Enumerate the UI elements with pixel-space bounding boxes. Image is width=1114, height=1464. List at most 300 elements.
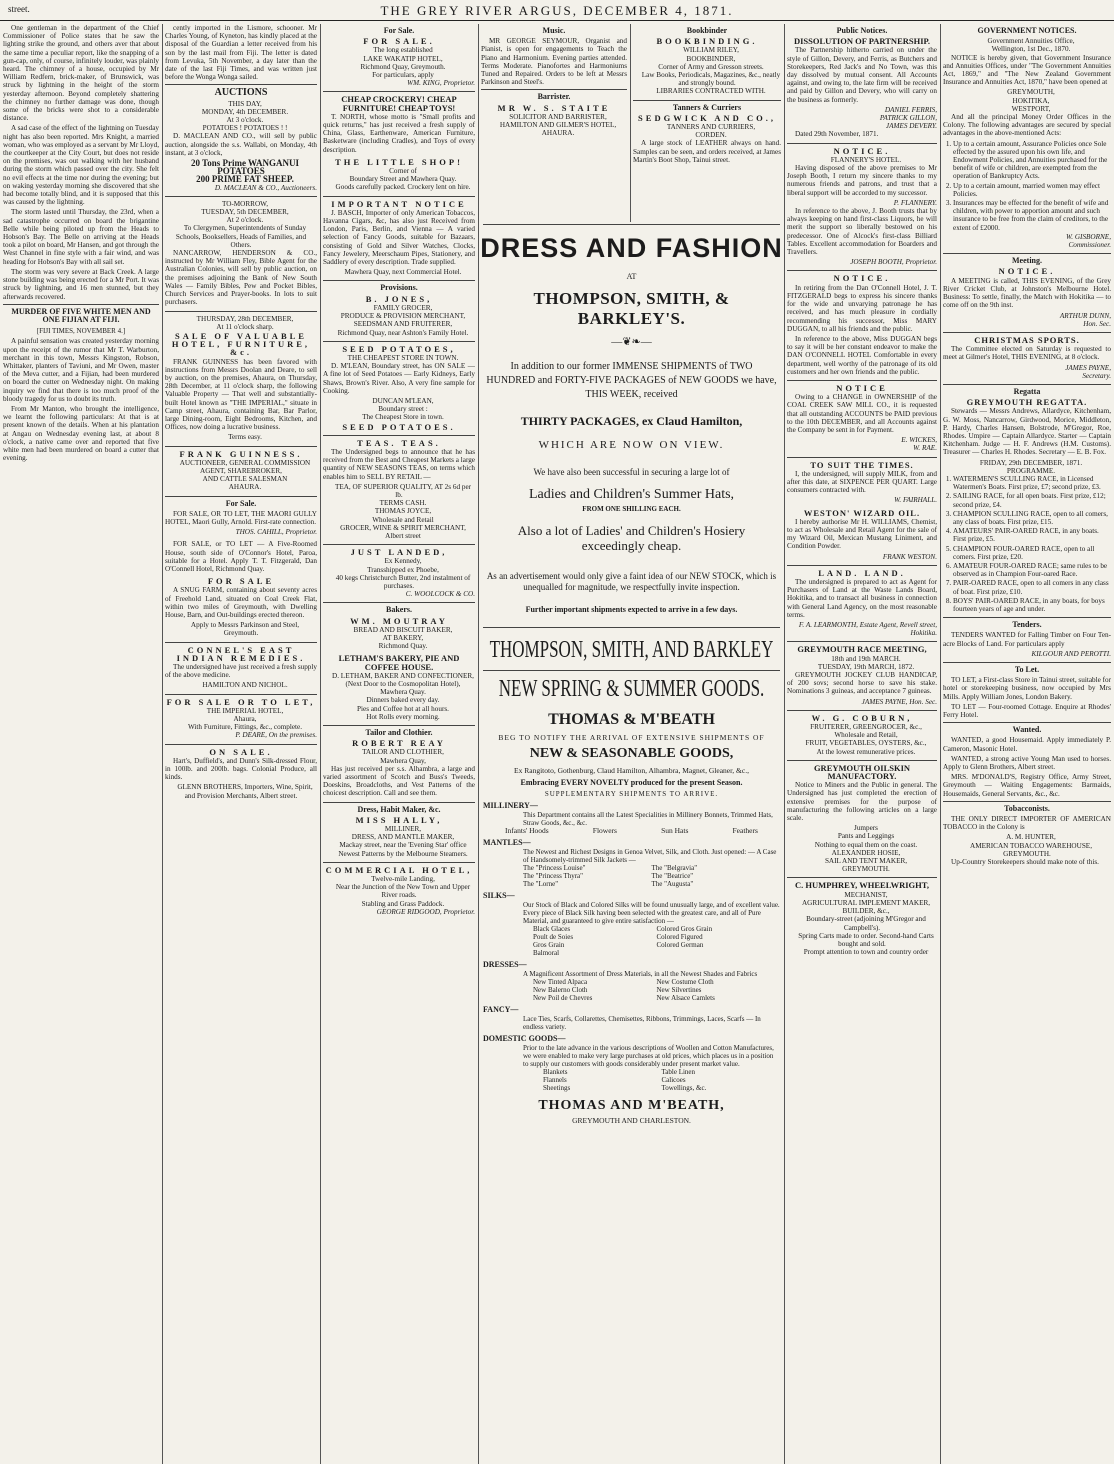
ad-east-indian: [165, 646, 317, 690]
dept-label: FANCY—: [483, 1005, 519, 1014]
ad-line: Boundary-street (adjoining M'Gregor and Campbell's).: [806, 915, 926, 932]
ad-on-sale-flour: [165, 748, 317, 800]
ad-title: WESTON' WIZARD OIL.: [803, 507, 921, 518]
ad-line: 18th and 19th MARCH.: [831, 654, 901, 663]
column-1: [0, 24, 162, 1464]
ad-sedgwick: [633, 114, 781, 164]
article-paragraph: A painful sensation was created yesterday morning upon the receipt of the rumor that Mr T. Warburton, merchant in this town, Messrs Kingston, Robson, Whittaker, planters of Taviuni, and Mr Owen, master of the Meva cutter, and a Fijian, had been murdered on board the cutter on Wednesday night. On making inquiry we find that there is too much proof of the bloody tragedy for us to doubt its truth.: [3, 337, 159, 403]
ad-body: In retiring from the Dan O'Connell Hotel, J. T. FITZGERALD begs to express his sincere thanks for the wide and unvarying patronage he has received, and has much pleasure in cordially recommending his successor, Miss MARY DUGGAN, to all his friends and the public.: [787, 283, 937, 333]
section-heading-barrister: Barrister.: [537, 92, 571, 102]
column-3: [320, 24, 478, 1464]
ad-cheap-crockery: [323, 95, 475, 153]
article-paragraph: cently imported in the Lismore, schooner. Mr Charles Young, of Kyneton, has kindly placed at the disposal of the Guardian a letter received from his son by the last mail from Fiji. The letter is dated from Levuka, 5th November, a day later than the date of the last Fiji Times, and was written just before the Wonga Wonga sailed.: [165, 24, 317, 82]
divider: [787, 143, 937, 144]
item-list: [483, 1068, 780, 1092]
section-heading-to-let: To Let.: [1014, 665, 1040, 675]
divider: [323, 196, 475, 197]
divider: [323, 802, 475, 803]
ad-line: FRUIT, VEGETABLES, OYSTERS, &c.,: [805, 739, 927, 748]
section-heading-government: GOVERNMENT NOTICES.: [977, 26, 1077, 35]
ad-line: Dinners baked every day.: [366, 696, 440, 705]
ad-line: LAKE WAKATIP HOTEL,: [363, 54, 443, 63]
notice-land: [787, 569, 937, 638]
ad-line: Near the Junction of the New Town and Upper River roads.: [335, 883, 471, 900]
divider: [323, 544, 475, 545]
item: Sun Hats: [661, 826, 689, 835]
ad-body: NANCARROW, HENDERSON & CO., instructed by Mr William Fley, Bible Agent for the Australian Colonies, will sell by public auction, on the premises adjoining the Bank of New South Wales — Family Bibles, Pew and Pocket Bibles, Church Services and Prayer-books. In lots to suit purchasers.: [165, 249, 317, 307]
item: The "Belgravia": [651, 864, 698, 872]
ad-line: SAIL AND TENT MAKER,: [824, 857, 908, 866]
dept-label: MANTLES—: [483, 838, 531, 847]
ad-signature: FRANK WESTON.: [882, 552, 937, 561]
divider: [633, 100, 781, 101]
ad-body: Stewards — Messrs Andrews, Allardyce, Kitchenham, G. W. Moss, Nancarrow, Girdwood, Morice, Middleton, P. Hardy, Charles Hansen, Bolstrode, M'Gregor, Roe, Rhodes. Umpire — Captain Allardyce. Starter — Captain Kitchenham. Judge — H. F. Andrews (H.M. Customs). Treasurer — Charles H. Rhodes. Secretary — E. B. Fox.: [943, 407, 1111, 457]
ad-line: THIS DAY,: [228, 99, 262, 108]
ad-title: ON SALE.: [209, 746, 273, 757]
ad-body: GREYMOUTH JOCKEY CLUB HANDICAP, of 200 sovs; second horse to save his stake. Nominations 3 guineas, and acceptance 7 guineas.: [787, 671, 937, 696]
column-4-top: [478, 24, 630, 246]
section-heading-bookbinder: Bookbinder: [686, 26, 728, 35]
ad-body: THE ONLY DIRECT IMPORTER OF AMERICAN TOBACCO in the Colony is: [943, 815, 1111, 832]
ad-body: TENDERS WANTED for Falling Timber on Four Ten-acre Blocks of Land. For particulars apply: [943, 631, 1111, 648]
ad-body: Having disposed of the above premises to Mr Joseph Booth, I return my sincere thanks to my numerous friends and patrons, and trust that a liberal support will be accorded to my successor.: [787, 164, 937, 197]
ad-headline-dress: DRESS AND FASHION: [480, 233, 783, 263]
ad-body: D. M'LEAN, Boundary street, has ON SALE — A fine lot of Seed Potatoes — Early Kidneys, Early Shaws, Brown's River. Also, A very fine sample for Cooking.: [323, 362, 475, 395]
item: New Silvertines: [656, 986, 702, 994]
ad-line: AGRICULTURAL IMPLEMENT MAKER,: [801, 898, 931, 907]
ad-signature: JAMES DEVERY.: [885, 122, 937, 131]
column-7: [940, 24, 1114, 1464]
ad-body: I, the undersigned, will supply MILK, from and after this date, at SIXPENCE PER QUART. Large consumers contracted with.: [787, 469, 937, 495]
item: Sheetings: [543, 1084, 571, 1092]
ad-line: GLENN BROTHERS, Importers, Wine, Spirit, and Provision Merchants, Albert street.: [177, 783, 313, 800]
divider: [323, 280, 475, 281]
ad-line: BREAD AND BISCUIT BAKER,: [353, 625, 453, 634]
ad-success: We have also been successful in securing a large lot of: [533, 467, 730, 477]
masthead: [0, 0, 1114, 22]
ad-line: Mawhera Quay.: [380, 688, 426, 697]
ad-line: SEEDSMAN AND FRUITERER,: [353, 320, 453, 329]
ad-title: SEDGWICK AND CO.,: [638, 112, 776, 123]
ad-line: MILLINER,: [384, 825, 422, 834]
ornament-icon: —❦❧—: [611, 336, 652, 348]
ad-wanted-housemaid: WANTED, a good Housemaid. Apply immediately P. Cameron, Masonic Hotel.: [943, 736, 1111, 753]
ad-line: BOOKBINDER,: [686, 54, 736, 63]
ad-line: Hot Rolls every morning.: [366, 712, 440, 721]
ad-body: In reference to the above, Miss DUGGAN begs to say it will be her constant endeavor to make the DAN O'CONNELL HOTEL Comfortable in every department, well worthy of the patronage of its old customers and her own friends and the public.: [787, 334, 937, 376]
ad-signature: ARTHUR DUNN,: [1059, 311, 1111, 320]
ad-line: At the lowest remunerative prices.: [816, 747, 916, 756]
divider: [323, 341, 475, 342]
item: The "Lorne": [523, 880, 559, 888]
dept-text: Our Stock of Black and Colored Silks will be found unusually large, and of excellent value. Every piece of Black Silk having been selected with the greatest care, and all of Pure Material, and guaranteed to give entire satisfaction —: [523, 901, 780, 925]
item: Infants' Hoods: [505, 826, 549, 835]
divider: [323, 862, 475, 863]
ad-title: WM. MOUTRAY: [350, 615, 448, 626]
ad-line: Boundary Street and Mawhera Quay.: [349, 175, 457, 184]
ad-signature: Commissioner.: [1068, 241, 1111, 250]
ad-places: GREYMOUTH AND CHARLESTON.: [572, 1116, 691, 1125]
column-5-top: [630, 24, 784, 246]
ad-line: Government Annuities Office,: [987, 37, 1075, 46]
ad-line: With Furniture, Fittings, &c., complete.: [187, 723, 303, 732]
auction-hotel: [165, 315, 317, 442]
ad-line: CORDEN.: [695, 131, 727, 140]
ad-hats-price: FROM ONE SHILLING EACH.: [582, 505, 681, 513]
ad-line: TUESDAY, 19th MARCH, 1872.: [817, 662, 915, 671]
ad-line: Ahaura,: [233, 715, 257, 724]
item: New Poil de Chevres: [533, 994, 593, 1002]
item: Flannels: [543, 1076, 567, 1084]
item: Table Linen: [661, 1068, 696, 1076]
divider: [943, 801, 1111, 802]
ad-body: And all the principal Money Order Offices in the Colony. The following advantages are secured by special advantages in the above-mentioned Acts:: [943, 113, 1111, 138]
divider: [165, 694, 317, 695]
ad-firm-name-2: THOMPSON, SMITH, AND BARKLEY: [489, 636, 774, 663]
item: The "Beatrice": [651, 872, 694, 880]
ad-line: POTATOES ! POTATOES ! !: [202, 124, 288, 133]
divider: [787, 565, 937, 566]
section-heading-regatta: Regatta: [1013, 386, 1041, 396]
ad-signature: Hon. Sec.: [1083, 319, 1111, 328]
advantages-list: [943, 140, 1111, 232]
ad-important-notice: [323, 200, 475, 277]
section-heading-auctions: AUCTIONS: [214, 87, 268, 99]
ad-miss-hally: [323, 816, 475, 858]
divider: [787, 710, 937, 711]
ad-line: Mawhera Quay, next Commercial Hotel.: [344, 268, 462, 277]
ad-line: AT BAKERY,: [382, 634, 424, 642]
ad-signature: JAMES PAYNE, Hon. Sec.: [861, 697, 937, 706]
divider: [3, 304, 159, 305]
ad-line: Richmond Quay, near Ashton's Family Hotel.: [337, 328, 469, 337]
ad-line: Stabling and Grass Paddock.: [361, 899, 445, 908]
item: The "Princess Louise": [523, 864, 586, 872]
drapery-advertisement: [479, 222, 784, 1464]
divider: [943, 617, 1111, 618]
section-heading-provisions: Provisions.: [380, 283, 418, 293]
divider: [787, 380, 937, 381]
ad-line: Richmond Quay, Greymouth.: [360, 62, 446, 71]
list-item: 8. BOYS' PAIR-OARED RACE, in any boats, for boys fourteen years of age and under.: [953, 597, 1111, 613]
ad-line: TERMS CASH.: [379, 499, 427, 508]
ad-signature: THOS. CAHILL, Proprietor.: [235, 528, 317, 537]
list-item: 7. PAIR-OARED RACE, open to all comers in any class of boat. First prize, £10.: [953, 579, 1111, 595]
notice-cricket-meeting: [943, 267, 1111, 327]
notice-christmas-sports: [943, 336, 1111, 380]
ad-line: Law Books, Periodicals, Magazines, &c., neatly and strongly bound.: [641, 71, 781, 88]
ad-advert-text: As an advertisement would only give a faint idea of our NEW STOCK, which is unequalled for magnitude, we respectfully invite inspection.: [486, 571, 777, 592]
ad-line: The long established: [373, 46, 433, 55]
ad-line: FAMILY GROCER,: [373, 303, 433, 312]
item: New Alsace Camlets: [656, 994, 715, 1002]
ad-line: SOLICITOR AND BARRISTER,: [509, 112, 607, 121]
ad-line: MECHANIST,: [844, 890, 888, 899]
ad-imperial-hotel: [165, 698, 317, 740]
ad-b-jones: [323, 295, 475, 337]
ad-signature: W. RAE.: [913, 444, 937, 453]
ad-line: At 11 o'clock sharp.: [216, 322, 274, 331]
ad-body: A SNUG FARM, containing about seventy acres of Freehold Land, situated on Coal Creek Flat, within two miles of Greymouth, with Dwelling House, Barn, and Out-buildings erected thereon.: [165, 586, 317, 619]
ad-line: Mawhera Quay,: [380, 756, 426, 765]
ad-line: Twelve-mile Landing,: [371, 875, 435, 884]
ad-line: WESTPORT,: [1011, 104, 1051, 113]
divider: [165, 496, 317, 497]
ad-title: GREYMOUTH OILSKIN MANUFACTORY.: [813, 762, 911, 782]
list-item: 2. SAILING RACE, for all open boats. First prize, £12; second prize, £4.: [953, 492, 1111, 508]
ad-line: The Cheapest Store in town.: [362, 413, 444, 422]
ad-signature: P. FLANNERY.: [893, 198, 937, 207]
ad-beg-notify: BEG TO NOTIFY THE ARRIVAL OF EXTENSIVE SHIPMENTS OF: [498, 733, 765, 742]
list-item: 5. CHAMPION FOUR-OARED RACE, open to all comers. First prize, £20.: [953, 545, 1111, 561]
ad-title: NOTICE.: [833, 273, 891, 284]
section-heading-for-sale: For Sale.: [225, 498, 257, 508]
ad-line: To Clergymen, Superintendents of Sunday Schools, Booksellers, Heads of Families, and Others.: [175, 224, 307, 249]
ad-hunter-tobacco: [943, 815, 1111, 866]
divider: [787, 457, 937, 458]
ad-line: Dated 29th November, 1871.: [795, 130, 879, 139]
divider: [943, 384, 1111, 385]
ad-line: GREYMOUTH,: [1007, 88, 1055, 97]
item-list: [483, 864, 780, 888]
divider: [943, 253, 1111, 254]
notice-annuities: [943, 37, 1111, 249]
ad-body: The Undersigned begs to announce that he has received from the Best and Cheapest Markets a large quantity of NEW SEASONS TEAS, on terms which enables him to SELL BY RETAIL —: [323, 447, 475, 481]
notice-humphrey: [787, 881, 937, 956]
item: Balmoral: [533, 949, 560, 957]
ad-signature: PATRICK GILLON,: [879, 114, 937, 123]
ad-line: GROCER, WINE & SPIRIT MERCHANT,: [340, 523, 466, 532]
ad-robert-reay: [323, 739, 475, 797]
divider: [787, 270, 937, 271]
ad-line: TAILOR AND CLOTHIER,: [362, 748, 444, 757]
article-paragraph: From Mr Manton, who brought the intelligence, we learnt the following particulars: At that is at present known of the details. When at his plantation at Angau on Wednesday evening last, at about 8 o'clock, a native came over and reported that five white men had been murdered on board a cutter that evening.: [3, 404, 159, 463]
ad-body: Hart's, Duffield's, and Dunn's Silk-dressed Flour, in 100lb. and 200lb. bags. Colonial Produce, all kinds.: [165, 756, 317, 782]
ad-title: COMMERCIAL HOTEL,: [325, 864, 473, 875]
ad-title: CONNEL'S EAST INDIAN REMEDIES.: [176, 644, 306, 663]
ad-body: A large stock of LEATHER always on hand. Samples can be seen, and orders received, at James Martin's Boot Shop, Tainui street.: [633, 139, 781, 164]
item: Flowers: [592, 826, 617, 835]
column-6: [784, 24, 940, 1464]
section-heading-dress: Dress, Habit Maker, &c.: [357, 804, 441, 814]
ad-line: HOKITIKA,: [1012, 96, 1050, 105]
ad-line: Wholesale and Retail,: [834, 731, 898, 740]
divider: [323, 725, 475, 726]
notice-fitzgerald: [787, 274, 937, 375]
notice-wizard-oil: [787, 509, 937, 561]
ad-line: FLANNERY'S HOTEL.: [830, 155, 902, 164]
ad-to-let-store: TO LET, a First-class Store in Tainui street, suitable for hotel or storekeeping business, now occupied by Mrs Mills. Apply William Jones, London Bakery.: [943, 676, 1111, 701]
divider: [165, 744, 317, 745]
ad-five-roomed-house: [165, 540, 317, 573]
divider: [787, 641, 937, 642]
ad-body: Up-Country Storekeepers should make note of this.: [951, 858, 1099, 867]
item: Towellings, &c.: [661, 1084, 707, 1092]
ad-to-let-cottage: TO LET — Four-roomed Cottage. Enquire at Rhodes' Ferry Hotel.: [943, 702, 1111, 720]
ad-title: GREYMOUTH REGATTA.: [966, 397, 1088, 408]
ad-line: Corner of Army and Gresson streets.: [658, 62, 764, 71]
ad-body: D. MACLEAN AND CO., will sell by public auction, alongside the s.s. Wallabi, on Monday, 4th instant, at 3 o'clock,: [165, 132, 317, 157]
ad-line: Pies and Coffee hot at all hours.: [357, 704, 449, 713]
ad-line: 40 kegs Christchurch Butter, 2nd instalment of purchases.: [335, 573, 471, 590]
ad-body: T. NORTH, whose motto is "Small profits and quick returns," has just received a fresh supply of China, Glass, Earthenware, American Furniture, Basketware (including Cradles), and Toys of every description.: [323, 112, 475, 154]
divider: [943, 662, 1111, 663]
ad-title: SEED POTATOES.: [342, 421, 456, 432]
ad-line: Goods carefully packed. Crockery lent on hire.: [335, 183, 471, 192]
ad-title: GREYMOUTH RACE MEETING,: [797, 644, 927, 655]
article-paragraph: The storm lasted until Thursday, the 23rd, when a sad catastrophe occurred on board the brigantine Belle while being piloted up from the Heads to Hobson's Bay. The Belle on arriving at the Heads took a pilot on board, Mr Hansen, and got through the West Channel in fine style with a fair wind, and was heading for Hobson's Bay with all sail set.: [3, 208, 159, 266]
ad-body: J. BASCH, Importer of only American Tobaccos, Havanna Cigars, &c, has also just Received from London, Paris, Berlin, and Vienna — A varied selection of Fancy Goods, suitable for Bazaars, consisting of Gold and Silver Watches, Clocks, Fancy Jewelery, Meerschaum Pipes, Stationery, and Saddlery of every description. Trade supplied.: [323, 208, 475, 267]
list-item: 3. Insurances may be effected for the benefit of wife and children, with power to apportion amount and such insurance to be free from the claim of creditors, to the extent of £2000.: [953, 199, 1111, 232]
ad-lethams-bakery: [323, 654, 475, 721]
ad-title: C. HUMPHREY, WHEELWRIGHT,: [795, 880, 929, 891]
ad-hosiery: Also a lot of Ladies' and Children's Hosiery exceedingly cheap.: [517, 523, 746, 553]
ad-signature: GEORGE RIDGOOD, Proprietor.: [376, 907, 475, 916]
item-list: [483, 827, 780, 835]
ad-line: A. M. HUNTER,: [1006, 833, 1056, 842]
ad-body: I hereby authorise Mr H. WILLIAMS, Chemist, to act as Wholesale and Retail Agent for the sale of my Wizard Oil, Mexican Mustang Liniment, and Condition Powder.: [787, 517, 937, 551]
ad-wanted-young-man: WANTED, a strong active Young Man used to horses. Apply to Glenn Brothers, Albert street.: [943, 754, 1111, 772]
ad-just-landed: [323, 548, 475, 598]
ad-line: Spring Carts made to order. Second-hand Carts bought and sold.: [798, 931, 934, 948]
ad-line: Pants and Leggings: [837, 832, 895, 841]
ad-body: The Partnership hitherto carried on under the style of Gillon, Devery, and Ferris, as Butchers and Storekeepers, Red Jack's and No Town, was this day dissolved by mutual consent. All Accounts against, and owing to, the late firm will be received and paid by Gillon and Devery, who will carry on the business as formerly.: [787, 46, 937, 104]
section-heading-public-notices: Public Notices.: [836, 26, 888, 35]
ad-title: NOTICE.: [833, 145, 891, 156]
ad-signature: E. WICKES,: [901, 436, 937, 445]
item: New Costume Cloth: [656, 978, 714, 986]
notice-flannery: [787, 147, 937, 267]
dept-label: DOMESTIC GOODS—: [483, 1034, 566, 1043]
ad-signature: KILGOUR AND PEROTTI.: [1031, 649, 1111, 658]
item: The "Princess Thyra": [523, 872, 584, 880]
ad-title: NOTICE.: [998, 266, 1056, 277]
ad-title: SALE OF VALUABLE HOTEL, FURNITURE, &c.: [171, 330, 311, 358]
article-paragraph: The storm was very severe at Back Creek. A large stone building was being erected for a Mr Port. It was struck by lightning, and 16 men stunned, but they afterwards recovered.: [3, 267, 159, 301]
ad-registry-office: MRS. M'DONALD'S, Registry Office, Army Street, Greymouth — Waiting Engagements: Barmaids, Housemaids, General Servants, &c., &c.: [943, 773, 1111, 798]
ad-line: For particulars, apply: [372, 71, 434, 80]
ad-body: Has just received per s.s. Alhambra, a large and varied assortment of Scotch and Buss's Tweeds, Doeskins, Broadcloths, and Vest Patterns of the choicest description. Call and see them.: [323, 764, 475, 798]
auction-potatoes: [165, 100, 317, 192]
divider: [165, 196, 317, 197]
ad-title: DISSOLUTION OF PARTNERSHIP.: [793, 36, 931, 47]
ad-line: Newest Patterns by the Melbourne Steamers.: [338, 849, 468, 858]
ad-spring-summer: NEW SPRING & SUMMER GOODS.: [498, 675, 765, 702]
item: Blankets: [543, 1068, 568, 1076]
ad-signature: Secretary.: [1082, 371, 1111, 380]
ad-line: Boundary street :: [378, 405, 428, 414]
divider: [165, 446, 317, 447]
ad-title: MR W. S. STAITE: [497, 102, 611, 113]
ad-line: Terms easy.: [228, 433, 262, 442]
list-item: 3. CHAMPION SCULLING RACE, open to all comers, any class of boats. First prize, £15.: [953, 510, 1111, 526]
ad-line: Ex Kennedy,: [384, 557, 422, 566]
article-headline: MURDER OF FIVE WHITE MEN AND ONE FIJIAN AT FIJI.: [11, 306, 151, 324]
ad-title: B. JONES,: [365, 293, 433, 304]
ad-title: LETHAM'S BAKERY, PIE AND COFFEE HOUSE.: [338, 653, 460, 672]
divider: [323, 435, 475, 436]
ad-title: THE LITTLE SHOP!: [335, 156, 463, 167]
ad-moutray: [323, 617, 475, 651]
section-heading-meeting: Meeting.: [1012, 256, 1042, 266]
ad-new-seasonable: NEW & SEASONABLE GOODS,: [529, 746, 734, 761]
ad-body: FOR SALE, or TO LET — A Five-Roomed House, south side of O'Connor's Hotel, Paroa, suitable for a Hotel. Apply T. T. Fitzgerald, Dan O'Connell Hotel, Richmond Quay.: [165, 540, 317, 573]
dept-text: The Newest and Richest Designs in Genoa Velvet, Silk, and Cloth. Just opened: — A Case of Handsomely-trimmed Silk Jackets —: [523, 848, 777, 864]
ad-riley: [633, 37, 781, 95]
item: Colored Figured: [656, 933, 703, 941]
ad-line: 200 PRIME FAT SHEEP.: [196, 174, 294, 185]
ad-staite: [481, 104, 627, 138]
ad-further-shipments: Further important shipments expected to arrive in a few days.: [525, 605, 738, 614]
ad-line: AMERICAN TOBACCO WAREHOUSE, GREYMOUTH.: [970, 841, 1092, 858]
dept-text: Prior to the late advance in the various descriptions of Woollen and Cotton Manufactures, we were enabled to make very large purchases at old prices, which places us in a position to supply our customers with goods considerably under present market value.: [523, 1044, 774, 1068]
item: Colored Gros Grain: [656, 925, 713, 933]
item: Gros Grain: [533, 941, 565, 949]
ad-signature: C. WOOLCOCK & CO.: [405, 590, 475, 599]
dept-label: SILKS—: [483, 891, 515, 900]
ad-title: CHRISTMAS SPORTS.: [974, 334, 1080, 345]
ad-signature: DANIEL FERRIS,: [884, 105, 937, 114]
ad-commercial-hotel: [323, 866, 475, 916]
ad-title: TO SUIT THE TIMES.: [810, 459, 914, 470]
ad-line: FRUITERER, GREENGROCER, &c.,: [810, 723, 922, 732]
ad-title: JUST LANDED,: [350, 547, 448, 558]
ad-signature: WM. KING, Proprietor.: [407, 79, 475, 88]
ad-line: Prompt attention to town and country order: [803, 948, 929, 957]
ad-line: AHAURA.: [541, 129, 575, 138]
ad-line: ALEXANDER HOSIE,: [831, 848, 901, 857]
divider: [481, 89, 627, 90]
section-heading-wanted: Wanted.: [1012, 725, 1042, 735]
ad-line: Richmond Quay.: [378, 642, 428, 651]
ad-line: PRODUCE & PROVISION MERCHANT,: [340, 312, 466, 321]
ad-title: ROBERT REAY: [352, 738, 446, 749]
ad-line: THOMAS JOYCE,: [374, 507, 432, 516]
notice-dissolution: [787, 37, 937, 138]
list-item: 1. Up to a certain amount, Assurance Policies once Sole effected by the assured upon his own life, and Endowment Policies, and Annuities purchased for the benefit of wife or children, are exempted from the operation of Bankruptcy Acts.: [953, 140, 1111, 181]
notice-coburn: [787, 714, 937, 756]
ad-line: At 2 o'clock.: [226, 216, 264, 225]
ad-lake-wakatip: [323, 37, 475, 87]
ad-seed-potatoes: [323, 345, 475, 431]
divider: [787, 760, 937, 761]
dept-text: Lace Ties, Scarfs, Collarettes, Chemisettes, Ribbons, Trimmings, Laces, Scarfs — In endless variety.: [523, 1015, 761, 1031]
section-heading-tobacconists: Tobacconists.: [1004, 803, 1050, 813]
ad-line: Albert street: [385, 531, 421, 540]
section-heading-bakers: Bakers.: [386, 605, 412, 615]
section-heading-music: Music.: [542, 26, 566, 35]
item: New Tinted Alpaca: [533, 978, 588, 986]
section-heading-tenders: Tenders.: [1012, 620, 1042, 630]
ad-line: Nothing to equal them on the coast.: [814, 840, 918, 849]
item-list: [483, 925, 780, 957]
divider: [323, 602, 475, 603]
ad-line: MONDAY, 4th DECEMBER.: [201, 107, 289, 116]
list-item: 4. AMATEURS' PAIR-OARED RACE, in any boats. First prize, £5.: [953, 527, 1111, 543]
divider: [787, 877, 937, 878]
ad-signature: F. A. LEARMONTH, Estate Agent, Revell street, Hokitika.: [798, 621, 937, 638]
ad-line: AUCTIONEER, GENERAL COMMISSION AGENT, SHAREBROKER,: [179, 458, 311, 475]
ad-body: The Committee elected on Saturday is requested to meet at Gilmer's Hotel, THIS EVENING, at 8 o'clock.: [943, 345, 1111, 362]
ad-title: FRANK GUINNESS.: [179, 448, 303, 459]
list-item: 2. Up to a certain amount, married women may effect Policies.: [953, 182, 1111, 198]
ad-body: FRANK GUINNESS has been favored with instructions from Messrs Doolan and Deare, to sell by auction, on the premises, Ahaura, on Thursday, 28th December, at 11 o'clock sharp, the following Valuable Property — That well and substantially-built Hotel known as "THE IMPERIAL," situate in Camp street, Ahaura, containing Bar, Bar Parlor, large Dining-room, Eight Bedrooms, Kitchen, and Offices, now doing a lucrative business.: [165, 357, 317, 432]
notice-tenders: [943, 631, 1111, 658]
dept-label: DRESSES—: [483, 960, 527, 969]
list-item: 1. WATERMEN'S SCULLING RACE, in Licensed Watermen's Boats. First prize, £7; second prize, £3.: [953, 475, 1111, 491]
divider: [323, 91, 475, 92]
ad-body: FOR SALE, OR TO LET, THE MAORI GULLY HOTEL, Maori Gully, Arnold. First-rate connection.: [165, 509, 317, 526]
